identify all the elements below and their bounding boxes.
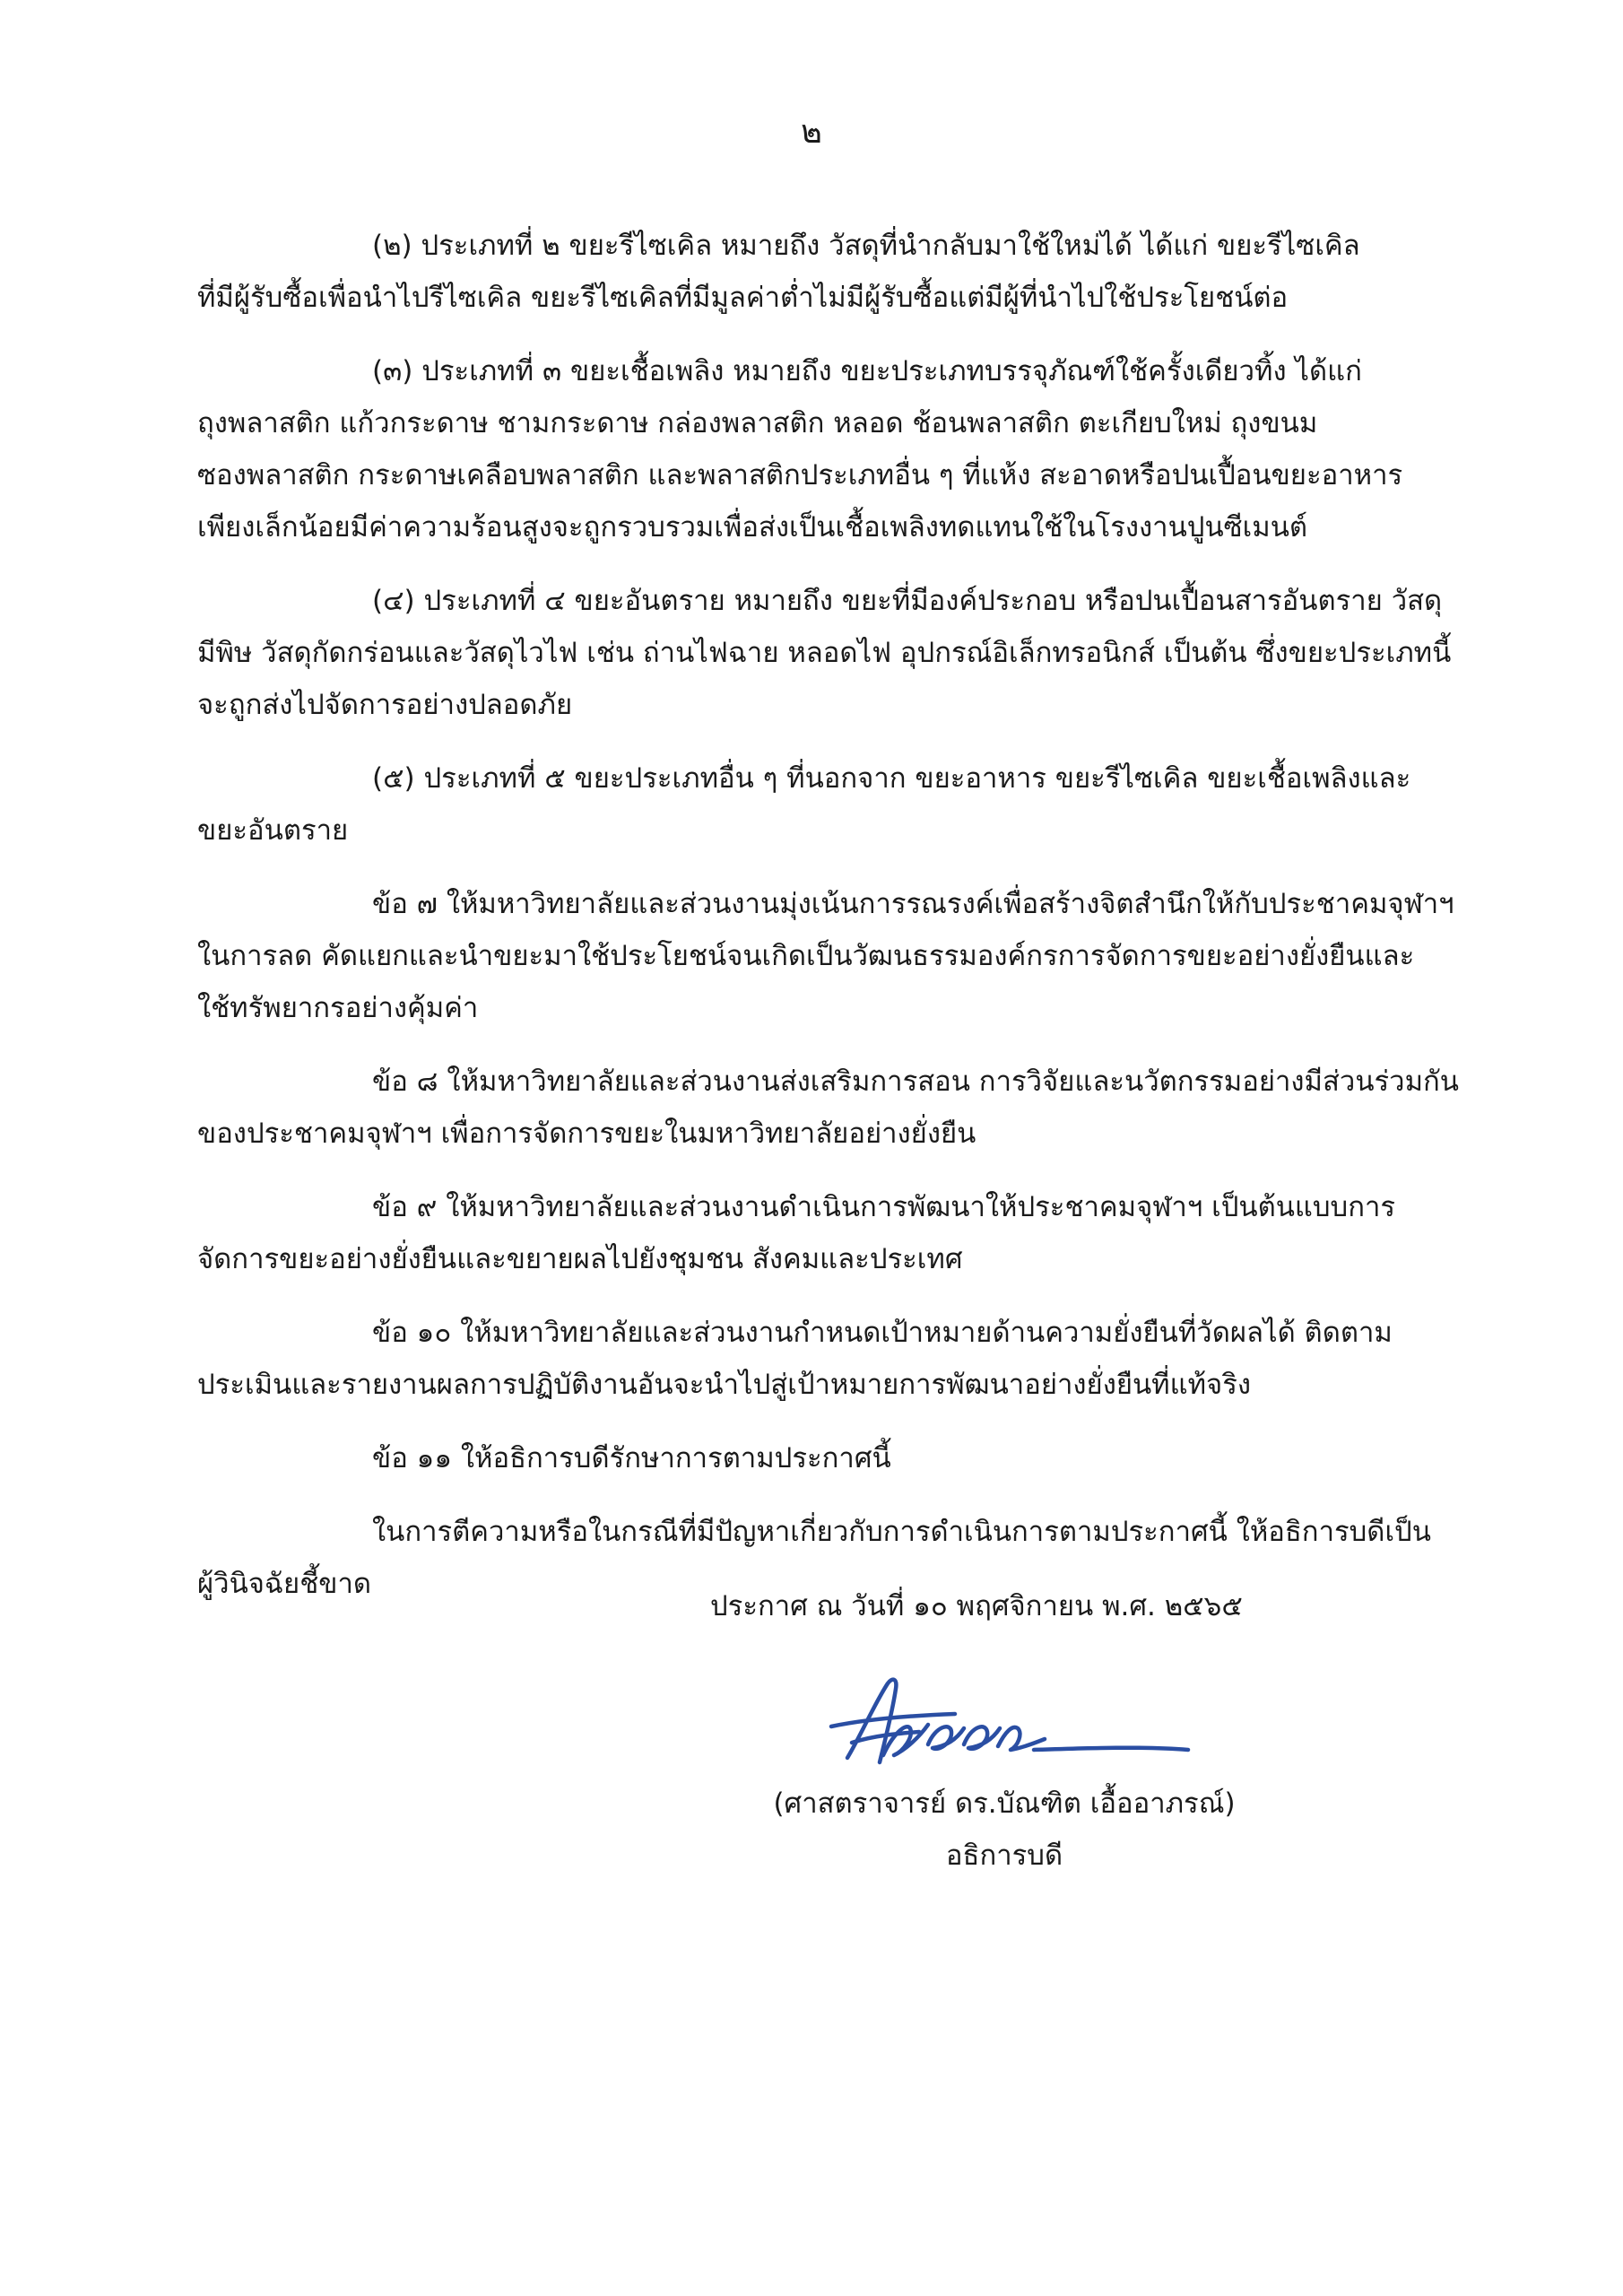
paragraph-line: ของประชาคมจุฬาฯ เพื่อการจัดการขยะในมหาวิทยาลัยอย่างยั่งยืน xyxy=(197,1118,976,1150)
clause-11 xyxy=(197,1432,1426,1484)
paragraph-line: ผู้วินิจฉัยชี้ขาด xyxy=(197,1568,371,1600)
clause-10 xyxy=(197,1307,1426,1411)
page-number: ๒ xyxy=(801,114,822,151)
clause-8 xyxy=(197,1056,1459,1160)
paragraph-line: (๕) ประเภทที่ ๕ ขยะประเภทอื่น ๆ ที่นอกจาก ขยะอาหาร ขยะรีไซเคิล ขยะเชื้อเพลิงและ xyxy=(372,762,1411,795)
signer-name: (ศาสตราจารย์ ดร.บัณฑิต เอื้ออาภรณ์) xyxy=(773,1787,1236,1820)
clause-9 xyxy=(197,1181,1426,1285)
paragraph-line: ประเมินและรายงานผลการปฏิบัติงานอันจะนำไปสู่เป้าหมายการพัฒนาอย่างยั่งยืนที่แท้จริง xyxy=(197,1369,1251,1401)
paragraph-type-3 xyxy=(197,345,1426,553)
clause-7 xyxy=(197,878,1454,1034)
paragraph-type-4 xyxy=(197,575,1452,731)
announcement-date: ประกาศ ณ วันที่ ๑๐ พฤศจิกายน พ.ศ. ๒๕๖๕ xyxy=(710,1590,1243,1622)
paragraph-line: เพียงเล็กน้อยมีค่าความร้อนสูงจะถูกรวบรวมเพื่อส่งเป็นเชื้อเพลิงทดแทนใช้ในโรงงานปูนซีเมนต์ xyxy=(197,511,1308,544)
paragraph-line: ใช้ทรัพยากรอย่างคุ้มค่า xyxy=(197,992,479,1024)
paragraph-line: ที่มีผู้รับซื้อเพื่อนำไปรีไซเคิล ขยะรีไซเคิลที่มีมูลค่าต่ำไม่มีผู้รับซื้อแต่มีผู้ที่นำไปใช้ประโยชน์ต่อ xyxy=(197,282,1289,314)
paragraph-line: (๔) ประเภทที่ ๔ ขยะอันตราย หมายถึง ขยะที่มีองค์ประกอบ หรือปนเปื้อนสารอันตราย วัสดุ xyxy=(372,585,1443,617)
interpretation-clause xyxy=(197,1506,1431,1610)
paragraph-line: (๓) ประเภทที่ ๓ ขยะเชื้อเพลิง หมายถึง ขยะประเภทบรรจุภัณฑ์ใช้ครั้งเดียวทิ้ง ได้แก่ xyxy=(372,355,1362,387)
paragraph-line: มีพิษ วัสดุกัดกร่อนและวัสดุไวไฟ เช่น ถ่านไฟฉาย หลอดไฟ อุปกรณ์อิเล็กทรอนิกส์ เป็นต้น ซึ่งขยะประเภทนี้ xyxy=(197,637,1452,669)
paragraph-line: ขยะอันตราย xyxy=(197,814,349,847)
paragraph-line: ถุงพลาสติก แก้วกระดาษ ชามกระดาษ กล่องพลาสติก หลอด ช้อนพลาสติก ตะเกียบใหม่ ถุงขนม xyxy=(197,407,1318,439)
paragraph-line: ข้อ ๑๐ ให้มหาวิทยาลัยและส่วนงานกำหนดเป้าหมายด้านความยั่งยืนที่วัดผลได้ ติดตาม xyxy=(372,1317,1393,1349)
document-body xyxy=(197,220,1459,1631)
paragraph-line: ในการตีความหรือในกรณีที่มีปัญหาเกี่ยวกับการดำเนินการตามประกาศนี้ ให้อธิการบดีเป็น xyxy=(372,1516,1431,1548)
signer-title: อธิการบดี xyxy=(945,1839,1063,1872)
paragraph-line: ข้อ ๗ ให้มหาวิทยาลัยและส่วนงานมุ่งเน้นการรณรงค์เพื่อสร้างจิตสำนึกให้กับประชาคมจุฬาฯ xyxy=(372,888,1454,920)
paragraph-line: ข้อ ๙ ให้มหาวิทยาลัยและส่วนงานดำเนินการพัฒนาให้ประชาคมจุฬาฯ เป็นต้นแบบการ xyxy=(372,1191,1396,1223)
paragraph-line: ในการลด คัดแยกและนำขยะมาใช้ประโยชน์จนเกิดเป็นวัฒนธรรมองค์กรการจัดการขยะอย่างยั่งยืนและ xyxy=(197,940,1415,972)
paragraph-line: จะถูกส่งไปจัดการอย่างปลอดภัย xyxy=(197,689,573,721)
paragraph-line: (๒) ประเภทที่ ๒ ขยะรีไซเคิล หมายถึง วัสดุที่นำกลับมาใช้ใหม่ได้ ได้แก่ ขยะรีไซเคิล xyxy=(372,230,1360,262)
handwritten-signature xyxy=(820,1673,1197,1780)
paragraph-line: จัดการขยะอย่างยั่งยืนและขยายผลไปยังชุมชน สังคมและประเทศ xyxy=(197,1243,963,1275)
paragraph-type-5 xyxy=(197,752,1426,857)
paragraph-line: ซองพลาสติก กระดาษเคลือบพลาสติก และพลาสติกประเภทอื่น ๆ ที่แห้ง สะอาดหรือปนเปื้อนขยะอาหาร xyxy=(197,459,1403,491)
paragraph-line: ข้อ ๘ ให้มหาวิทยาลัยและส่วนงานส่งเสริมการสอน การวิจัยและนวัตกรรมอย่างมีส่วนร่วมกัน xyxy=(372,1065,1459,1098)
paragraph-type-2 xyxy=(197,220,1426,324)
paragraph-line: ข้อ ๑๑ ให้อธิการบดีรักษาการตามประกาศนี้ xyxy=(372,1442,891,1474)
